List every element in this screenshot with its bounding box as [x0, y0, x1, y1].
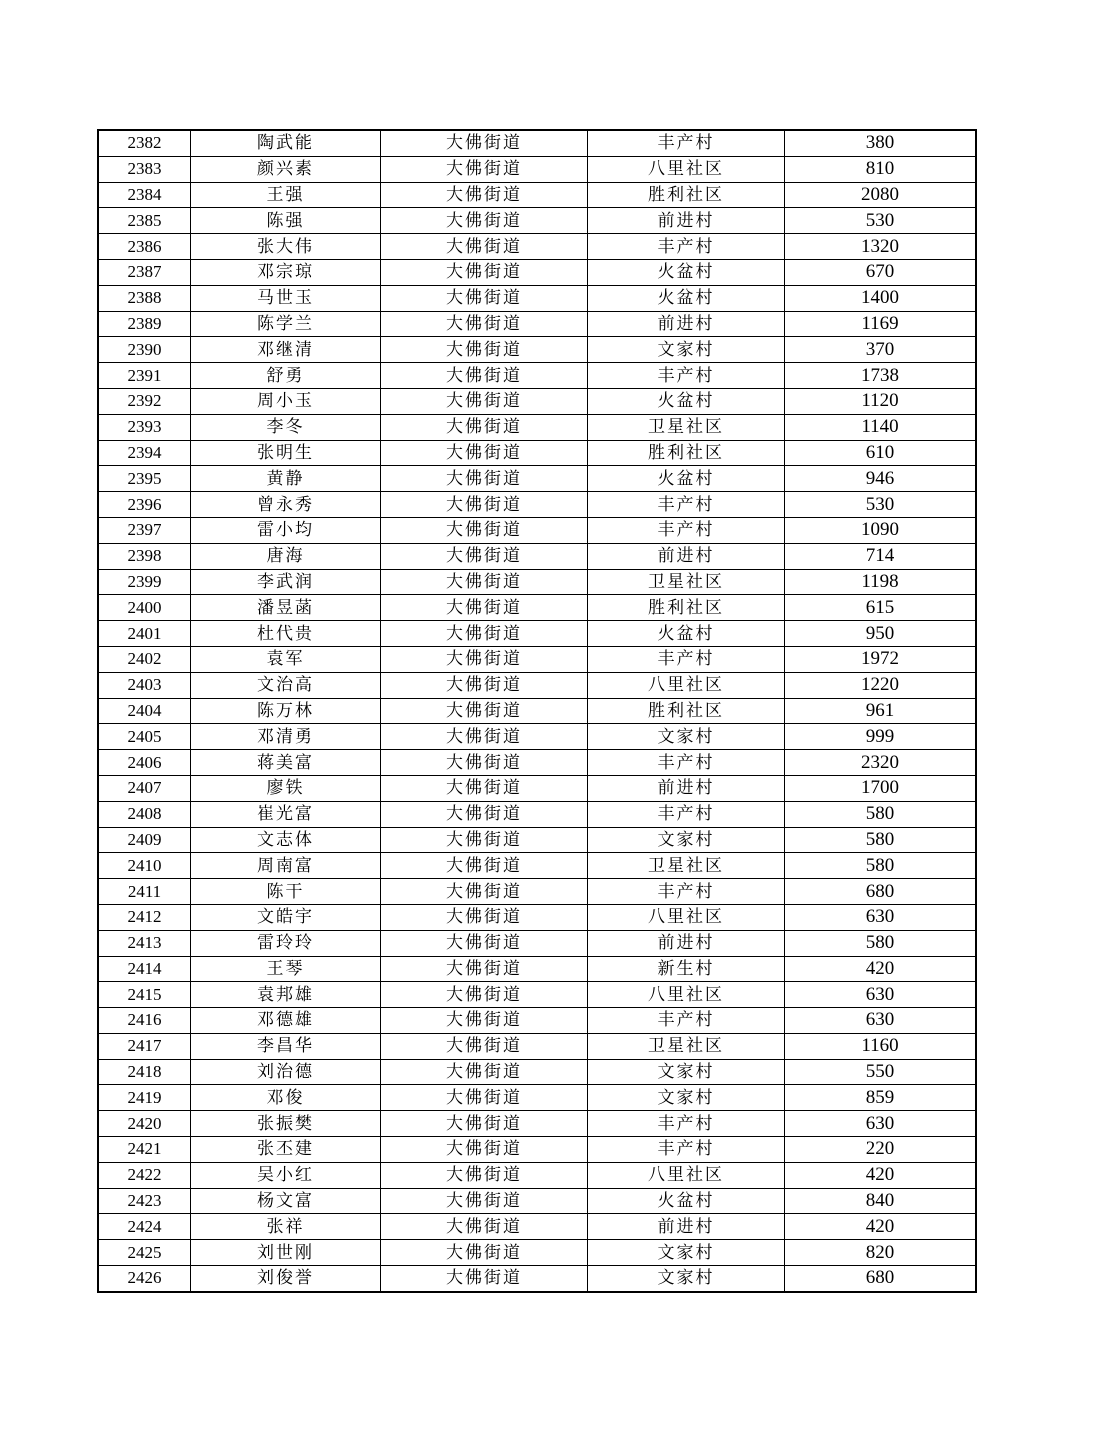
name-cell: 杜代贵 [191, 621, 381, 647]
table-row [98, 1188, 976, 1214]
street-cell: 大佛街道 [381, 208, 588, 234]
amount-cell: 420 [785, 1162, 977, 1188]
table-row [98, 182, 976, 208]
amount-cell: 859 [785, 1085, 977, 1111]
village-cell: 火盆村 [588, 388, 785, 414]
name-cell: 邓宗琼 [191, 259, 381, 285]
row-number-cell: 2382 [98, 130, 191, 156]
row-number-cell: 2407 [98, 775, 191, 801]
street-cell: 大佛街道 [381, 1240, 588, 1266]
row-number-cell: 2384 [98, 182, 191, 208]
row-number-cell: 2409 [98, 827, 191, 853]
row-number-cell: 2390 [98, 337, 191, 363]
amount-cell: 1140 [785, 414, 977, 440]
name-cell: 蒋美富 [191, 750, 381, 776]
amount-cell: 420 [785, 956, 977, 982]
row-number-cell: 2417 [98, 1033, 191, 1059]
table-row [98, 646, 976, 672]
street-cell: 大佛街道 [381, 1214, 588, 1240]
village-cell: 卫星社区 [588, 1033, 785, 1059]
table-row [98, 1162, 976, 1188]
row-number-cell: 2383 [98, 156, 191, 182]
street-cell: 大佛街道 [381, 621, 588, 647]
name-cell: 刘治德 [191, 1059, 381, 1085]
row-number-cell: 2411 [98, 879, 191, 905]
village-cell: 前进村 [588, 775, 785, 801]
table-row [98, 414, 976, 440]
name-cell: 黄静 [191, 466, 381, 492]
village-cell: 火盆村 [588, 285, 785, 311]
name-cell: 王强 [191, 182, 381, 208]
table-row [98, 285, 976, 311]
table-row [98, 311, 976, 337]
data-table [97, 129, 977, 1293]
row-number-cell: 2389 [98, 311, 191, 337]
village-cell: 文家村 [588, 1059, 785, 1085]
amount-cell: 530 [785, 492, 977, 518]
street-cell: 大佛街道 [381, 311, 588, 337]
name-cell: 张振樊 [191, 1111, 381, 1137]
table-row [98, 492, 976, 518]
street-cell: 大佛街道 [381, 904, 588, 930]
row-number-cell: 2395 [98, 466, 191, 492]
row-number-cell: 2397 [98, 517, 191, 543]
table-row [98, 466, 976, 492]
street-cell: 大佛街道 [381, 750, 588, 776]
street-cell: 大佛街道 [381, 595, 588, 621]
name-cell: 张大伟 [191, 234, 381, 260]
village-cell: 丰产村 [588, 801, 785, 827]
table-row [98, 621, 976, 647]
table-body [98, 130, 976, 1292]
village-cell: 火盆村 [588, 1188, 785, 1214]
row-number-cell: 2405 [98, 724, 191, 750]
name-cell: 曾永秀 [191, 492, 381, 518]
table-row [98, 801, 976, 827]
amount-cell: 220 [785, 1137, 977, 1163]
table-row [98, 337, 976, 363]
table-row [98, 1214, 976, 1240]
street-cell: 大佛街道 [381, 234, 588, 260]
village-cell: 丰产村 [588, 517, 785, 543]
row-number-cell: 2408 [98, 801, 191, 827]
amount-cell: 1972 [785, 646, 977, 672]
row-number-cell: 2418 [98, 1059, 191, 1085]
street-cell: 大佛街道 [381, 853, 588, 879]
row-number-cell: 2385 [98, 208, 191, 234]
street-cell: 大佛街道 [381, 543, 588, 569]
name-cell: 潘昱菡 [191, 595, 381, 621]
street-cell: 大佛街道 [381, 930, 588, 956]
street-cell: 大佛街道 [381, 466, 588, 492]
amount-cell: 680 [785, 879, 977, 905]
name-cell: 邓俊 [191, 1085, 381, 1111]
village-cell: 丰产村 [588, 234, 785, 260]
row-number-cell: 2402 [98, 646, 191, 672]
village-cell: 丰产村 [588, 492, 785, 518]
street-cell: 大佛街道 [381, 1162, 588, 1188]
amount-cell: 810 [785, 156, 977, 182]
village-cell: 胜利社区 [588, 182, 785, 208]
table-row [98, 1059, 976, 1085]
table-row [98, 698, 976, 724]
row-number-cell: 2416 [98, 1008, 191, 1034]
row-number-cell: 2412 [98, 904, 191, 930]
name-cell: 吴小红 [191, 1162, 381, 1188]
village-cell: 丰产村 [588, 1137, 785, 1163]
street-cell: 大佛街道 [381, 517, 588, 543]
table-row [98, 724, 976, 750]
amount-cell: 630 [785, 982, 977, 1008]
village-cell: 火盆村 [588, 621, 785, 647]
amount-cell: 380 [785, 130, 977, 156]
table-row [98, 517, 976, 543]
village-cell: 前进村 [588, 930, 785, 956]
village-cell: 前进村 [588, 208, 785, 234]
amount-cell: 999 [785, 724, 977, 750]
row-number-cell: 2410 [98, 853, 191, 879]
amount-cell: 580 [785, 853, 977, 879]
row-number-cell: 2386 [98, 234, 191, 260]
amount-cell: 714 [785, 543, 977, 569]
row-number-cell: 2426 [98, 1266, 191, 1292]
name-cell: 马世玉 [191, 285, 381, 311]
amount-cell: 1090 [785, 517, 977, 543]
table-row [98, 388, 976, 414]
table-row [98, 259, 976, 285]
row-number-cell: 2398 [98, 543, 191, 569]
street-cell: 大佛街道 [381, 130, 588, 156]
street-cell: 大佛街道 [381, 182, 588, 208]
street-cell: 大佛街道 [381, 801, 588, 827]
name-cell: 唐海 [191, 543, 381, 569]
table-row [98, 775, 976, 801]
amount-cell: 530 [785, 208, 977, 234]
row-number-cell: 2413 [98, 930, 191, 956]
street-cell: 大佛街道 [381, 672, 588, 698]
amount-cell: 2080 [785, 182, 977, 208]
table-row [98, 904, 976, 930]
amount-cell: 670 [785, 259, 977, 285]
street-cell: 大佛街道 [381, 1188, 588, 1214]
street-cell: 大佛街道 [381, 285, 588, 311]
street-cell: 大佛街道 [381, 1266, 588, 1292]
amount-cell: 615 [785, 595, 977, 621]
row-number-cell: 2423 [98, 1188, 191, 1214]
table-row [98, 543, 976, 569]
name-cell: 邓清勇 [191, 724, 381, 750]
table-row [98, 130, 976, 156]
row-number-cell: 2388 [98, 285, 191, 311]
name-cell: 文治高 [191, 672, 381, 698]
amount-cell: 1120 [785, 388, 977, 414]
table-row [98, 750, 976, 776]
amount-cell: 630 [785, 1008, 977, 1034]
amount-cell: 610 [785, 440, 977, 466]
name-cell: 崔光富 [191, 801, 381, 827]
name-cell: 颜兴素 [191, 156, 381, 182]
amount-cell: 580 [785, 827, 977, 853]
amount-cell: 1320 [785, 234, 977, 260]
street-cell: 大佛街道 [381, 259, 588, 285]
name-cell: 李昌华 [191, 1033, 381, 1059]
name-cell: 陈万林 [191, 698, 381, 724]
village-cell: 文家村 [588, 337, 785, 363]
village-cell: 八里社区 [588, 672, 785, 698]
name-cell: 袁军 [191, 646, 381, 672]
amount-cell: 820 [785, 1240, 977, 1266]
amount-cell: 1160 [785, 1033, 977, 1059]
village-cell: 八里社区 [588, 904, 785, 930]
name-cell: 张祥 [191, 1214, 381, 1240]
row-number-cell: 2394 [98, 440, 191, 466]
name-cell: 文皓宇 [191, 904, 381, 930]
row-number-cell: 2406 [98, 750, 191, 776]
village-cell: 文家村 [588, 1240, 785, 1266]
amount-cell: 1198 [785, 569, 977, 595]
table-row [98, 156, 976, 182]
street-cell: 大佛街道 [381, 1085, 588, 1111]
amount-cell: 1700 [785, 775, 977, 801]
amount-cell: 1400 [785, 285, 977, 311]
village-cell: 胜利社区 [588, 698, 785, 724]
amount-cell: 680 [785, 1266, 977, 1292]
row-number-cell: 2403 [98, 672, 191, 698]
name-cell: 张明生 [191, 440, 381, 466]
village-cell: 新生村 [588, 956, 785, 982]
village-cell: 卫星社区 [588, 569, 785, 595]
name-cell: 杨文富 [191, 1188, 381, 1214]
amount-cell: 580 [785, 801, 977, 827]
village-cell: 文家村 [588, 724, 785, 750]
village-cell: 文家村 [588, 1266, 785, 1292]
name-cell: 李冬 [191, 414, 381, 440]
table-row [98, 1240, 976, 1266]
village-cell: 卫星社区 [588, 414, 785, 440]
name-cell: 李武润 [191, 569, 381, 595]
street-cell: 大佛街道 [381, 775, 588, 801]
name-cell: 文志体 [191, 827, 381, 853]
table-row [98, 956, 976, 982]
table-row [98, 827, 976, 853]
amount-cell: 630 [785, 904, 977, 930]
row-number-cell: 2422 [98, 1162, 191, 1188]
table-row [98, 1085, 976, 1111]
name-cell: 周南富 [191, 853, 381, 879]
name-cell: 雷小均 [191, 517, 381, 543]
street-cell: 大佛街道 [381, 440, 588, 466]
village-cell: 前进村 [588, 311, 785, 337]
row-number-cell: 2399 [98, 569, 191, 595]
village-cell: 丰产村 [588, 363, 785, 389]
amount-cell: 1738 [785, 363, 977, 389]
street-cell: 大佛街道 [381, 646, 588, 672]
village-cell: 火盆村 [588, 259, 785, 285]
table-row [98, 1008, 976, 1034]
row-number-cell: 2404 [98, 698, 191, 724]
table-row [98, 440, 976, 466]
name-cell: 陈强 [191, 208, 381, 234]
village-cell: 八里社区 [588, 1162, 785, 1188]
street-cell: 大佛街道 [381, 492, 588, 518]
street-cell: 大佛街道 [381, 698, 588, 724]
street-cell: 大佛街道 [381, 1033, 588, 1059]
name-cell: 袁邦雄 [191, 982, 381, 1008]
village-cell: 丰产村 [588, 130, 785, 156]
table-row [98, 853, 976, 879]
street-cell: 大佛街道 [381, 1008, 588, 1034]
table-row [98, 569, 976, 595]
name-cell: 陶武能 [191, 130, 381, 156]
row-number-cell: 2392 [98, 388, 191, 414]
street-cell: 大佛街道 [381, 1137, 588, 1163]
amount-cell: 420 [785, 1214, 977, 1240]
row-number-cell: 2414 [98, 956, 191, 982]
village-cell: 胜利社区 [588, 595, 785, 621]
village-cell: 丰产村 [588, 750, 785, 776]
row-number-cell: 2396 [98, 492, 191, 518]
street-cell: 大佛街道 [381, 414, 588, 440]
street-cell: 大佛街道 [381, 956, 588, 982]
name-cell: 廖铁 [191, 775, 381, 801]
village-cell: 丰产村 [588, 1111, 785, 1137]
row-number-cell: 2420 [98, 1111, 191, 1137]
village-cell: 文家村 [588, 827, 785, 853]
name-cell: 王琴 [191, 956, 381, 982]
amount-cell: 2320 [785, 750, 977, 776]
name-cell: 雷玲玲 [191, 930, 381, 956]
street-cell: 大佛街道 [381, 1059, 588, 1085]
street-cell: 大佛街道 [381, 363, 588, 389]
street-cell: 大佛街道 [381, 388, 588, 414]
amount-cell: 961 [785, 698, 977, 724]
village-cell: 八里社区 [588, 156, 785, 182]
name-cell: 周小玉 [191, 388, 381, 414]
table-row [98, 234, 976, 260]
street-cell: 大佛街道 [381, 569, 588, 595]
amount-cell: 370 [785, 337, 977, 363]
table-row [98, 879, 976, 905]
table-row [98, 672, 976, 698]
name-cell: 舒勇 [191, 363, 381, 389]
table-row [98, 1137, 976, 1163]
table-row [98, 982, 976, 1008]
name-cell: 张丕建 [191, 1137, 381, 1163]
village-cell: 卫星社区 [588, 853, 785, 879]
village-cell: 前进村 [588, 543, 785, 569]
village-cell: 火盆村 [588, 466, 785, 492]
table-row [98, 1111, 976, 1137]
street-cell: 大佛街道 [381, 337, 588, 363]
street-cell: 大佛街道 [381, 982, 588, 1008]
village-cell: 胜利社区 [588, 440, 785, 466]
table-row [98, 595, 976, 621]
name-cell: 陈干 [191, 879, 381, 905]
village-cell: 前进村 [588, 1214, 785, 1240]
table-row [98, 1033, 976, 1059]
amount-cell: 1169 [785, 311, 977, 337]
amount-cell: 1220 [785, 672, 977, 698]
row-number-cell: 2400 [98, 595, 191, 621]
row-number-cell: 2415 [98, 982, 191, 1008]
name-cell: 陈学兰 [191, 311, 381, 337]
street-cell: 大佛街道 [381, 724, 588, 750]
amount-cell: 946 [785, 466, 977, 492]
street-cell: 大佛街道 [381, 879, 588, 905]
table-row [98, 930, 976, 956]
amount-cell: 550 [785, 1059, 977, 1085]
row-number-cell: 2419 [98, 1085, 191, 1111]
amount-cell: 630 [785, 1111, 977, 1137]
name-cell: 邓继清 [191, 337, 381, 363]
row-number-cell: 2393 [98, 414, 191, 440]
name-cell: 刘世刚 [191, 1240, 381, 1266]
row-number-cell: 2387 [98, 259, 191, 285]
village-cell: 丰产村 [588, 646, 785, 672]
amount-cell: 580 [785, 930, 977, 956]
row-number-cell: 2391 [98, 363, 191, 389]
street-cell: 大佛街道 [381, 1111, 588, 1137]
name-cell: 邓德雄 [191, 1008, 381, 1034]
street-cell: 大佛街道 [381, 827, 588, 853]
amount-cell: 840 [785, 1188, 977, 1214]
row-number-cell: 2401 [98, 621, 191, 647]
table-row [98, 363, 976, 389]
row-number-cell: 2424 [98, 1214, 191, 1240]
table-row [98, 1266, 976, 1292]
amount-cell: 950 [785, 621, 977, 647]
village-cell: 八里社区 [588, 982, 785, 1008]
name-cell: 刘俊誉 [191, 1266, 381, 1292]
village-cell: 文家村 [588, 1085, 785, 1111]
row-number-cell: 2421 [98, 1137, 191, 1163]
row-number-cell: 2425 [98, 1240, 191, 1266]
village-cell: 丰产村 [588, 1008, 785, 1034]
village-cell: 丰产村 [588, 879, 785, 905]
table-row [98, 208, 976, 234]
street-cell: 大佛街道 [381, 156, 588, 182]
